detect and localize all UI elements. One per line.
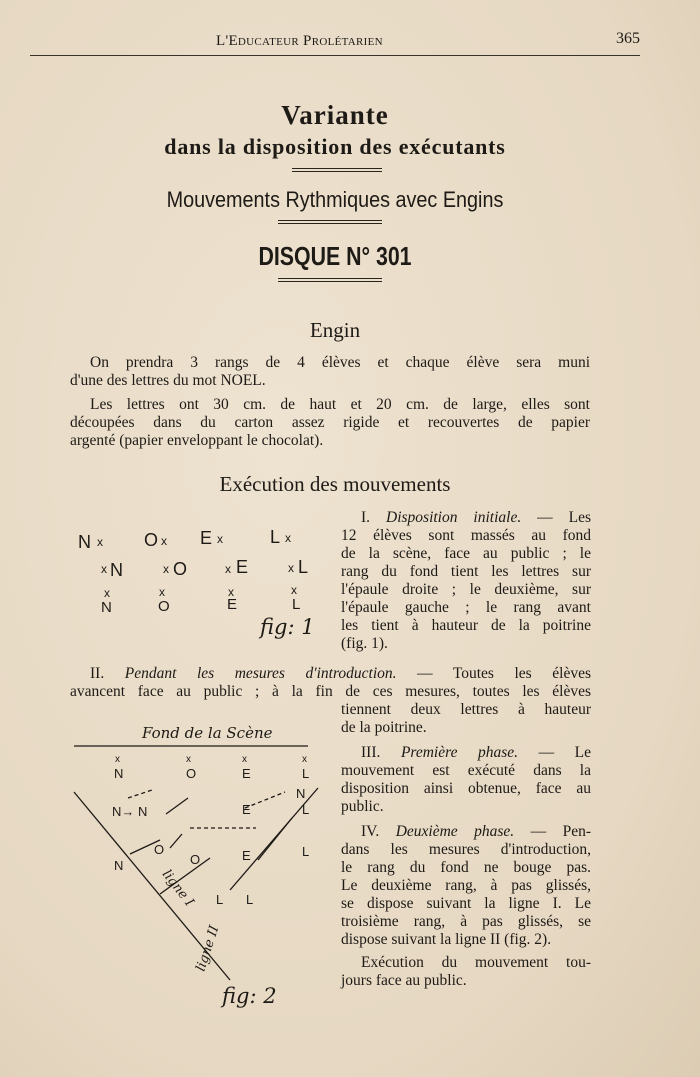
text-line: l'épaule gauche ; le rang avant xyxy=(341,599,591,616)
fig2-letter: L xyxy=(246,892,254,907)
fig1-cross: x xyxy=(285,531,291,545)
page-number: 365 xyxy=(616,30,640,47)
title-disposition: dans la disposition des exécutants xyxy=(164,134,506,159)
text-line: avancent face au public ; à la fin de ces mesures, toutes les élèves xyxy=(70,683,591,700)
fig2-cross: x xyxy=(302,754,307,765)
final-paragraph xyxy=(341,954,591,990)
text-line xyxy=(341,509,591,527)
fig1-cross: x xyxy=(291,583,297,597)
text-line: (fig. 1). xyxy=(341,635,388,652)
fig2-letter: O xyxy=(190,852,201,867)
item-rest: — Toutes les élèves xyxy=(396,665,591,682)
disque-number: DISQUE N° 301 xyxy=(258,241,412,271)
item-dash: — Les xyxy=(521,509,591,526)
fig1-cross: x xyxy=(104,586,110,600)
text-line: se dispose suivant la ligne I. Le xyxy=(341,895,591,912)
figure-2 xyxy=(70,718,336,1018)
fig1-letter: E xyxy=(236,557,249,577)
text-line: les tient à hauteur de la poitrine xyxy=(341,617,591,634)
text-line: le rang du fond ne bouge pas. xyxy=(341,859,591,876)
fig1-cross: x xyxy=(161,534,167,548)
intro-paragraph-cont xyxy=(341,701,591,737)
item-number: I. xyxy=(361,509,371,526)
fig1-cross: x xyxy=(225,562,231,576)
text-line: jours face au public. xyxy=(341,972,467,989)
fig2-cross: x xyxy=(115,754,120,765)
text-line: Exécution du mouvement tou- xyxy=(361,954,591,971)
execution-heading: Exécution des mouvements xyxy=(219,472,451,496)
text-line: On prendra 3 rangs de 4 élèves et chaque élève sera muni xyxy=(90,354,590,371)
fig1-letter: N xyxy=(101,599,112,616)
fig2-letter: E xyxy=(242,848,251,863)
text-line: argenté (papier enveloppant le chocolat). xyxy=(70,432,324,449)
fig2-dashed-arrow xyxy=(245,792,285,808)
text-line: 12 élèves sont massés au fond xyxy=(341,527,591,544)
text-line: Les lettres ont 30 cm. de haut et 20 cm. de large, elles sont xyxy=(90,396,590,413)
fig1-cross: x xyxy=(217,532,223,546)
fig2-arrow-line xyxy=(258,818,292,860)
text-line xyxy=(341,823,591,841)
subtitle: Mouvements Rythmiques avec Engins xyxy=(166,187,504,212)
fig1-cross: x xyxy=(163,562,169,576)
engin-paragraph-2 xyxy=(70,396,590,450)
fig2-letter: L xyxy=(216,892,224,907)
item-number: II. xyxy=(90,665,105,682)
fig1-cross: x xyxy=(97,535,103,549)
page-header xyxy=(30,30,640,56)
item-title: Première phase. xyxy=(400,744,519,761)
fig2-top-label: Fond de la Scène xyxy=(142,724,273,742)
fig1-letter: L xyxy=(292,596,301,613)
engin-paragraph-1 xyxy=(70,354,590,390)
fig2-letter: O xyxy=(154,842,165,857)
item-dash: — Le xyxy=(518,744,591,761)
item-title: Pendant les mesures d'introduction. xyxy=(124,665,397,682)
fig2-caption: fig: 2 xyxy=(222,984,277,1008)
text-line xyxy=(70,665,591,683)
fig2-letter: L xyxy=(302,802,310,817)
item-title: Disposition initiale. xyxy=(386,509,522,526)
title-variante: Variante xyxy=(281,100,389,130)
fig2-letter: E xyxy=(242,766,251,781)
fig2-arrow xyxy=(170,834,182,848)
engin-heading: Engin xyxy=(309,318,361,342)
fig2-cross: x xyxy=(242,754,247,765)
text-line: l'épaule droite ; le deuxième, sur xyxy=(341,581,591,598)
title-rule-1 xyxy=(292,168,382,172)
item-title: Deuxième phase. xyxy=(395,823,515,840)
title-rule-2 xyxy=(278,220,382,224)
text-line xyxy=(341,744,591,762)
text-line: d'une des lettres du mot NOEL. xyxy=(70,372,266,389)
fig2-letter: N→ N xyxy=(112,804,148,819)
phase2-paragraph xyxy=(341,823,591,949)
fig2-ligne-1-label: ligne I xyxy=(158,867,197,910)
fig1-letter: L xyxy=(298,557,309,577)
fig1-caption: fig: 1 xyxy=(260,615,315,639)
text-line: disposition ainsi obtenue, face au xyxy=(341,780,591,797)
fig1-cross: x xyxy=(159,585,165,599)
disposition-paragraph xyxy=(341,509,591,653)
fig1-letter: L xyxy=(270,527,281,547)
fig2-dashed-arrow xyxy=(128,790,152,798)
item-number: III. xyxy=(361,744,381,761)
phase1-paragraph xyxy=(341,744,591,816)
text-line: public. xyxy=(341,798,384,815)
text-line: découpées dans du carton assez rigide et recouvertes de papier xyxy=(70,414,590,431)
text-line: de la scène, face au public ; le xyxy=(341,545,591,562)
text-line: de la poitrine. xyxy=(341,719,427,736)
running-title: L'Educateur Prolétarien xyxy=(216,33,383,49)
fig1-letter: N xyxy=(78,532,91,552)
text-line: tiennent deux lettres à hauteur xyxy=(341,701,591,718)
text-line: dispose suivant la ligne II (fig. 2). xyxy=(341,931,552,948)
text-line: rang du fond tient les lettres sur xyxy=(341,563,591,580)
intro-paragraph xyxy=(70,665,591,701)
item-number: IV. xyxy=(361,823,380,840)
fig2-cross: x xyxy=(186,754,191,765)
text-line: mouvement est exécuté dans la xyxy=(341,762,591,779)
fig1-cross: x xyxy=(288,561,294,575)
fig2-letter: O xyxy=(186,766,197,781)
item-dash: — Pen- xyxy=(514,823,592,840)
figure-1 xyxy=(70,520,332,650)
fig1-letter: O xyxy=(158,598,170,615)
title-rule-3 xyxy=(278,278,382,282)
header-rule xyxy=(30,55,640,56)
fig1-cross: x xyxy=(228,585,234,599)
fig1-letter: O xyxy=(144,530,159,550)
fig1-letter: N xyxy=(110,560,123,580)
text-line: dans les mesures d'introduction, xyxy=(341,841,591,858)
fig1-letter: O xyxy=(173,559,188,579)
fig2-letter: N xyxy=(296,786,306,801)
fig2-letter: N xyxy=(114,858,124,873)
fig2-ligne-2-label: ligne II xyxy=(193,923,223,974)
fig1-letter: E xyxy=(227,596,238,613)
fig2-letter: E xyxy=(242,802,251,817)
fig1-cross: x xyxy=(101,562,107,576)
text-line: Le deuxième rang, à pas glissés, xyxy=(341,877,591,894)
fig2-letter: N xyxy=(114,766,124,781)
fig2-letter: L xyxy=(302,844,310,859)
fig2-letter: L xyxy=(302,766,310,781)
fig1-letter: E xyxy=(200,528,213,548)
fig2-arrow xyxy=(166,798,188,814)
text-line: troisième rang, à pas glissés, se xyxy=(341,913,591,930)
